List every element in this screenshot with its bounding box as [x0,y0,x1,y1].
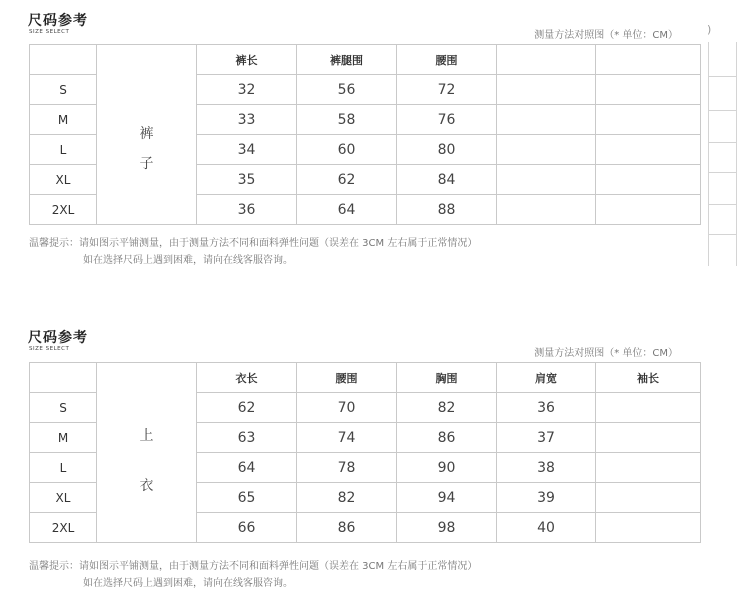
value-cell: 40 [497,513,596,543]
value-cell [497,165,596,195]
note-line: 温馨提示：请如图示平铺测量，由于测量方法不同和面料弹性问题（误差在 3CM 左右属于正常情况） [29,561,478,572]
value-cell: 90 [397,453,497,483]
size-label: L [30,135,97,165]
value-cell: 38 [497,453,596,483]
value-cell: 72 [397,75,497,105]
value-cell: 36 [197,195,297,225]
pants-section-subtitle: SIZE SELECT [29,29,70,35]
value-cell [596,135,701,165]
value-cell [596,513,701,543]
size-label: S [30,393,97,423]
size-label: 2XL [30,513,97,543]
column-header: 腰围 [397,45,497,75]
value-cell: 63 [197,423,297,453]
value-cell: 76 [397,105,497,135]
pants-section-title: 尺码参考 [28,13,88,29]
column-header: 裤长 [197,45,297,75]
value-cell: 80 [397,135,497,165]
pants-measure-method: 测量方法对照图（* 单位：CM） [534,30,678,41]
value-cell: 84 [397,165,497,195]
value-cell [497,75,596,105]
value-cell: 70 [297,393,397,423]
category-char: 上 [139,427,154,444]
pants-size-note [29,235,477,269]
value-cell: 86 [297,513,397,543]
value-cell [497,135,596,165]
value-cell: 35 [197,165,297,195]
value-cell: 56 [297,75,397,105]
top-section-subtitle: SIZE SELECT [29,346,70,352]
value-cell [596,165,701,195]
column-header: 袖长 [596,363,701,393]
value-cell: 39 [497,483,596,513]
value-cell: 58 [297,105,397,135]
value-cell: 62 [297,165,397,195]
size-label: 2XL [30,195,97,225]
value-cell: 82 [397,393,497,423]
value-cell: 98 [397,513,497,543]
column-header [497,45,596,75]
value-cell: 32 [197,75,297,105]
value-cell [497,105,596,135]
top-size-table [29,362,701,543]
value-cell [596,453,701,483]
value-cell: 74 [297,423,397,453]
header-blank-cell [30,45,97,75]
value-cell: 36 [497,393,596,423]
size-label: XL [30,165,97,195]
column-header: 肩宽 [497,363,596,393]
note-line: 如在选择尺码上遇到困难，请向在线客服咨询。 [83,255,293,266]
column-header: 裤腿围 [297,45,397,75]
size-label: L [30,453,97,483]
value-cell [596,75,701,105]
value-cell: 88 [397,195,497,225]
category-cell [97,45,197,225]
column-header: 衣长 [197,363,297,393]
value-cell: 37 [497,423,596,453]
note-line: 温馨提示：请如图示平铺测量，由于测量方法不同和面料弹性问题（误差在 3CM 左右属于正常情况） [29,238,478,249]
value-cell [596,423,701,453]
cropped-paren: ) [707,23,712,36]
column-header: 腰围 [297,363,397,393]
category-char: 衣 [139,477,154,494]
pants-size-table [29,44,701,225]
value-cell: 64 [297,195,397,225]
value-cell: 94 [397,483,497,513]
value-cell: 86 [397,423,497,453]
top-size-note [29,558,477,592]
table-header-row [30,363,701,393]
value-cell: 60 [297,135,397,165]
header-blank-cell [30,363,97,393]
size-label: M [30,105,97,135]
value-cell [497,195,596,225]
value-cell: 78 [297,453,397,483]
value-cell: 64 [197,453,297,483]
table-header-row [30,45,701,75]
size-label: M [30,423,97,453]
value-cell [596,483,701,513]
value-cell [596,195,701,225]
size-label: XL [30,483,97,513]
value-cell [596,105,701,135]
value-cell: 82 [297,483,397,513]
size-label: S [30,75,97,105]
value-cell [596,393,701,423]
value-cell: 33 [197,105,297,135]
value-cell: 66 [197,513,297,543]
column-header [596,45,701,75]
category-char: 子 [139,155,154,172]
top-measure-method: 测量方法对照图（* 单位：CM） [534,348,678,359]
note-line: 如在选择尺码上遇到困难，请向在线客服咨询。 [83,578,293,589]
category-cell [97,363,197,543]
value-cell: 62 [197,393,297,423]
category-char: 裤 [139,125,154,142]
value-cell: 65 [197,483,297,513]
column-header: 胸围 [397,363,497,393]
top-section-title: 尺码参考 [28,330,88,346]
value-cell: 34 [197,135,297,165]
cropped-diagram-edge [708,42,737,266]
